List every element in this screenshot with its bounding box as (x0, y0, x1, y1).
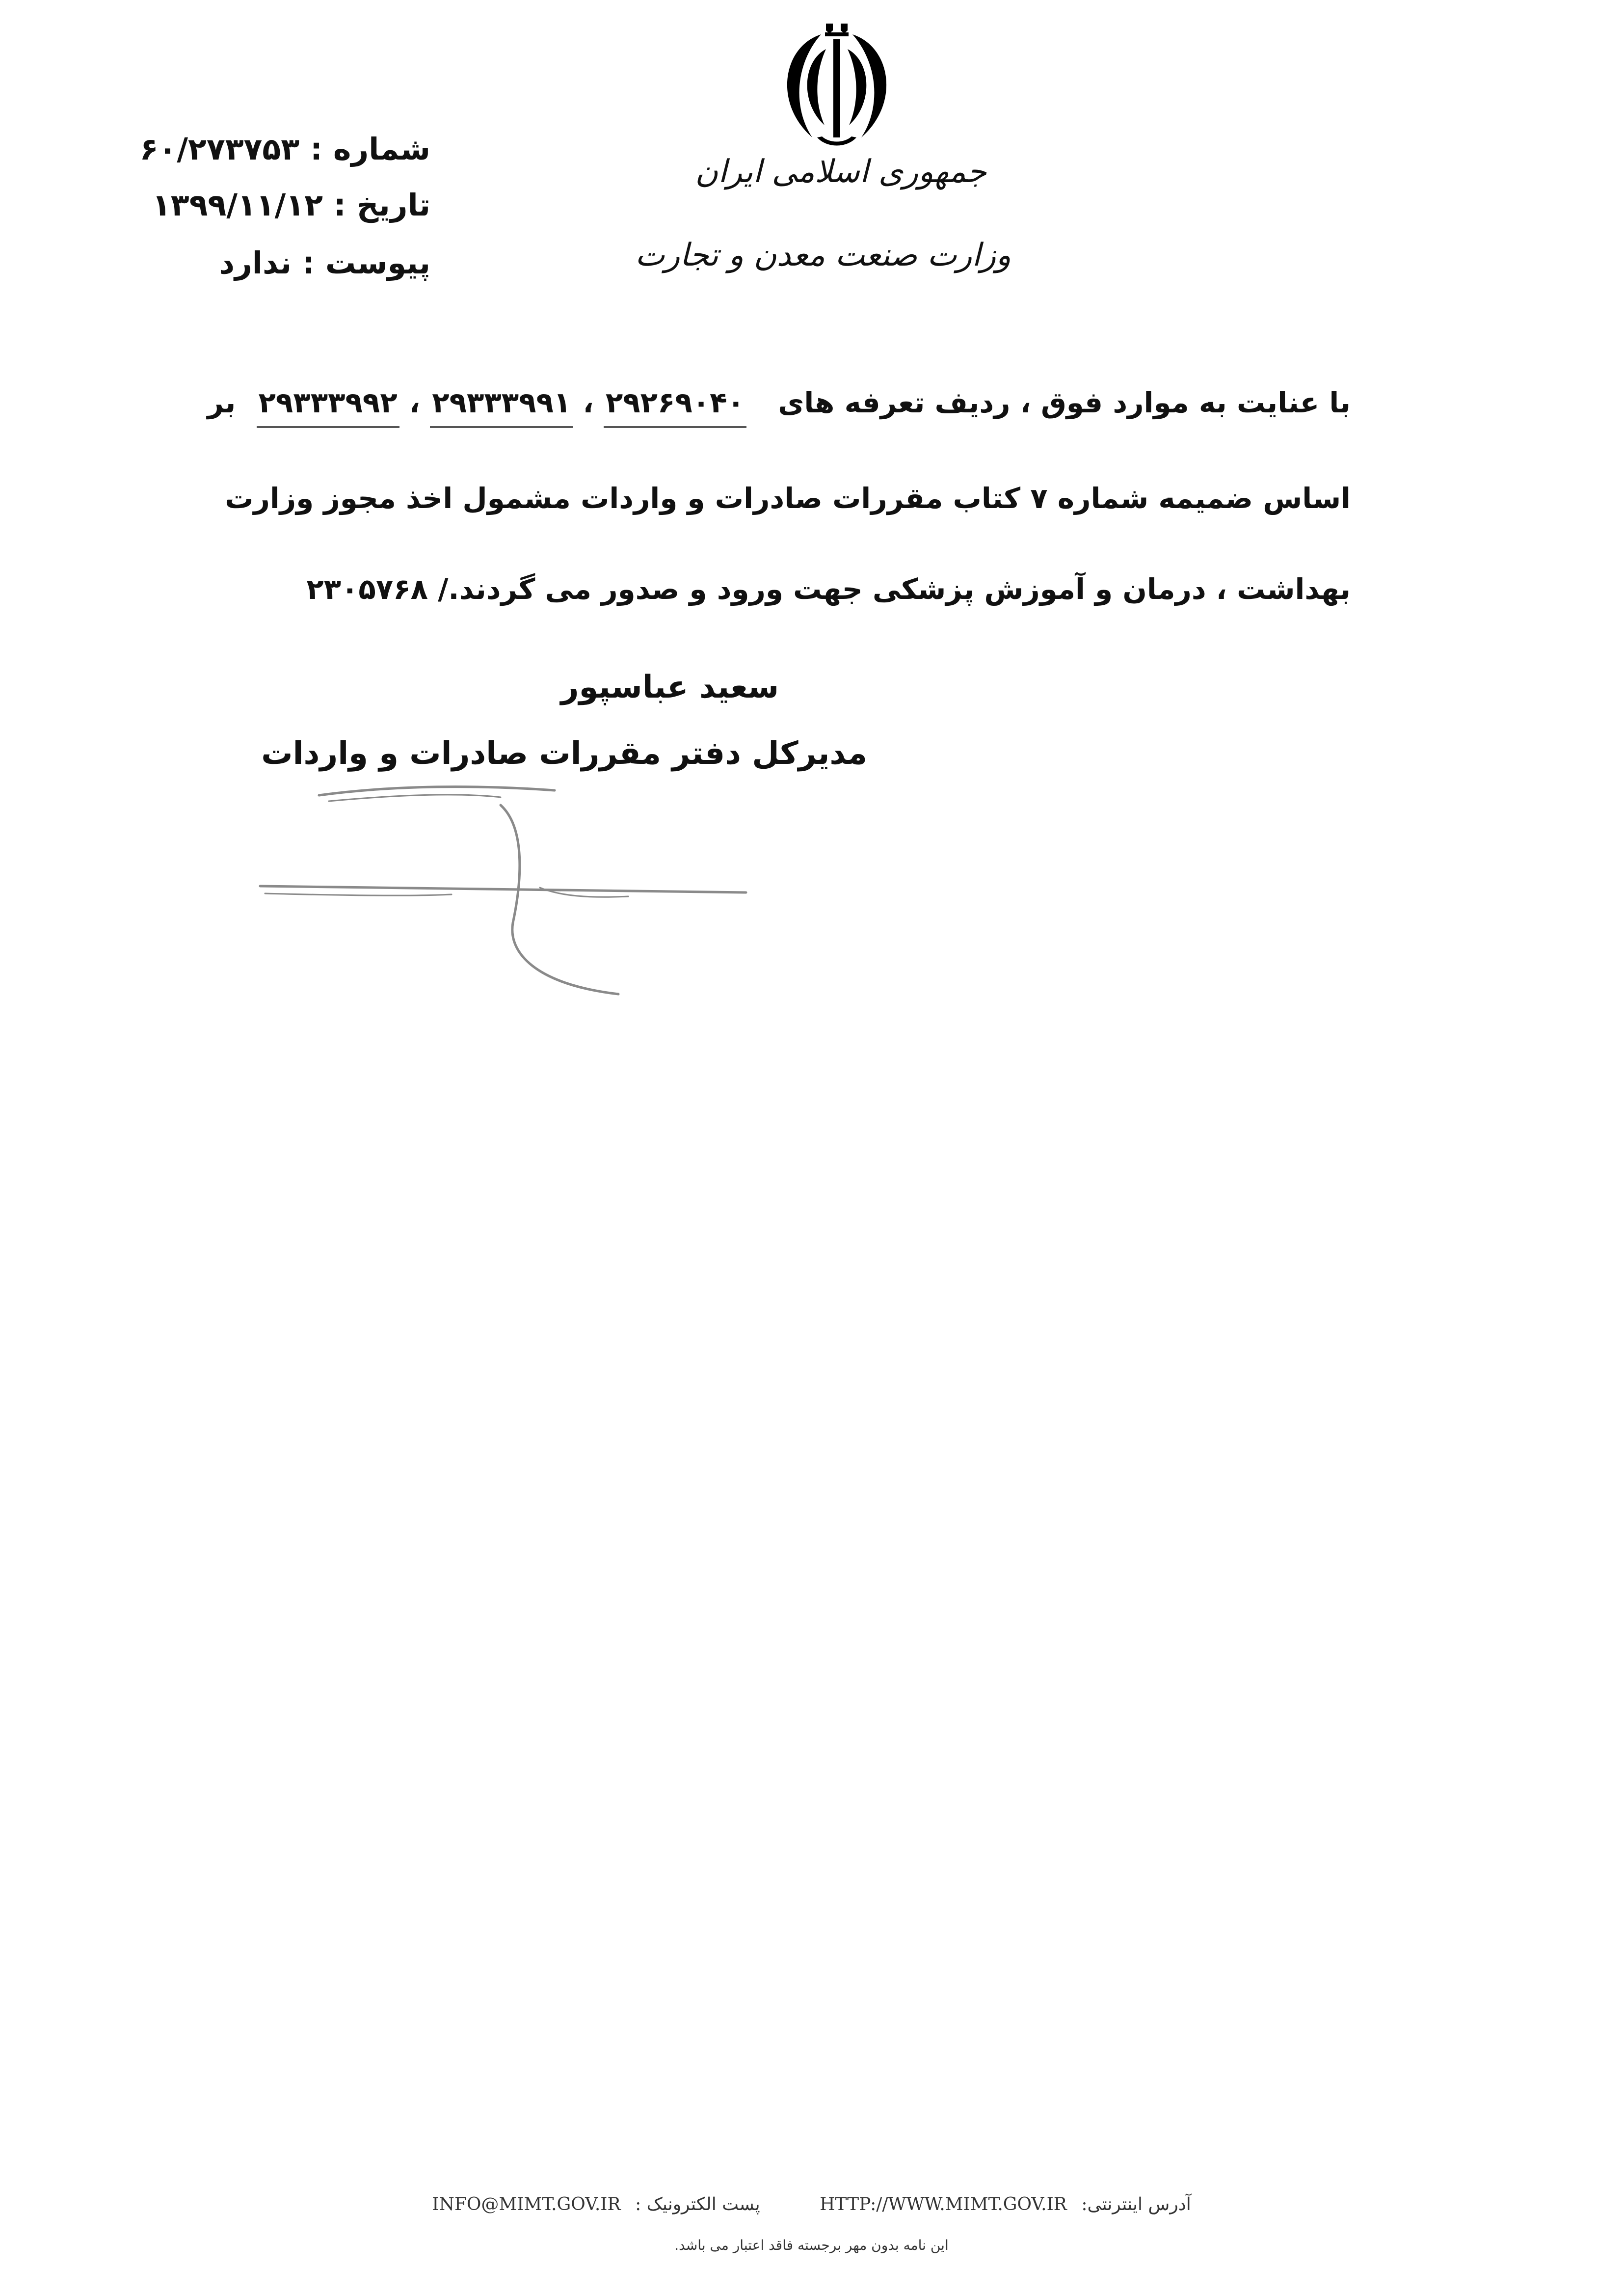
footer-note: این نامه بدون مهر برجسته فاقد اعتبار می باشد. (674, 2237, 949, 2253)
tariff-code: ۲۹۳۳۳۹۹۲ (257, 379, 399, 428)
body-line-1 (207, 373, 1351, 432)
handwritten-signature (245, 776, 771, 1011)
number-separator: : (310, 131, 322, 167)
code-separator: ، (409, 386, 420, 419)
number-label: شماره (333, 131, 430, 167)
tariff-code: ۲۹۳۳۳۹۹۱ (430, 379, 573, 428)
web-label: آدرس اینترنتی: (1081, 2194, 1191, 2215)
date-separator: : (333, 187, 346, 223)
body-line-3: بهداشت ، درمان و آموزش پزشکی جهت ورود و صدور می گردند./ ۲۳۰۵۷۶۸ (306, 572, 1351, 606)
number-value: ۶۰/۲۷۳۷۵۳ (139, 131, 300, 167)
web-value: HTTP://WWW.MIMT.GOV.IR (820, 2194, 1067, 2215)
body-line-1-suffix: بر (207, 386, 236, 419)
republic-name: جمهوری اسلامی ایران (695, 154, 986, 190)
date-label: تاریخ (356, 187, 430, 223)
iran-emblem-icon (763, 20, 910, 152)
attachment-value: ندارد (219, 244, 292, 281)
body-line-1-prefix: با عنایت به موارد فوق ، ردیف تعرفه های (778, 386, 1351, 419)
signer-name: سعید عباسپور (560, 669, 779, 705)
signer-title: مدیرکل دفتر مقررات صادرات و واردات (261, 735, 867, 772)
body-line-2: اساس ضمیمه شماره ۷ کتاب مقررات صادرات و واردات مشمول اخذ مجوز وزارت (225, 482, 1351, 515)
footer-contact (0, 2194, 1623, 2224)
letter-date (152, 178, 430, 232)
email-label: پست الکترونیک : (635, 2194, 760, 2215)
tariff-code: ۲۹۲۶۹۰۴۰ (604, 379, 746, 428)
attachment-label: پیوست (325, 244, 430, 281)
letter-number (140, 122, 430, 176)
code-separator: ، (583, 386, 594, 419)
email-value: INFO@MIMT.GOV.IR (432, 2194, 621, 2215)
date-value: ۱۳۹۹/۱۱/۱۲ (152, 187, 323, 223)
letter-attachment (219, 236, 430, 290)
attachment-separator: : (302, 244, 315, 281)
ministry-name: وزارت صنعت معدن و تجارت (635, 237, 1011, 273)
